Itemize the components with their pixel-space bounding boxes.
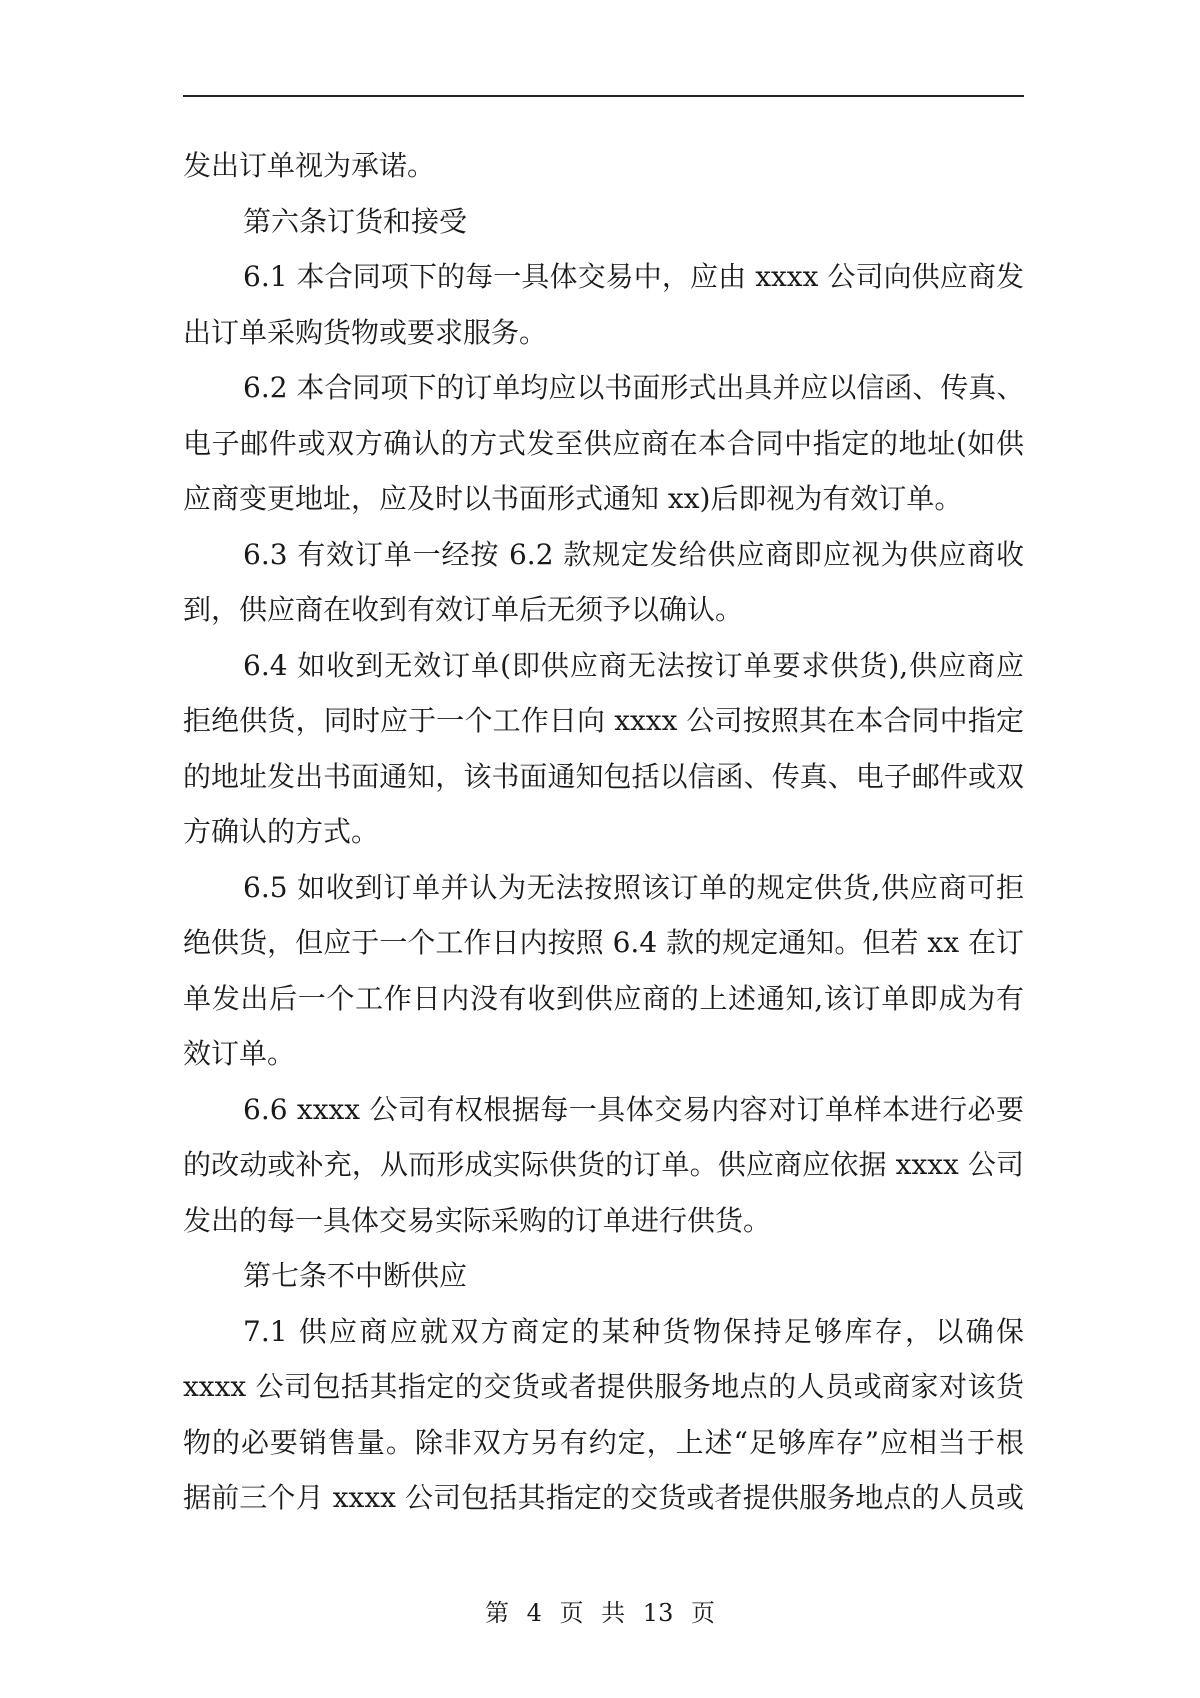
text-line: 应商变更地址，应及时以书面形式通知 xx)后即视为有效订单。: [183, 482, 963, 515]
text-line: 6.2 本合同项下的订单均应以书面形式出具并应以信函、传真、: [243, 371, 1025, 404]
text-line: 6.6 xxxx 公司有权根据每一具体交易内容对订单样本进行必要: [243, 1092, 1024, 1126]
page-footer: 第 4 页 共 13 页: [485, 1599, 715, 1627]
text-line: xxxx 公司包括其指定的交货或者提供服务地点的人员或商家对该货: [183, 1370, 1024, 1403]
text-line: 到，供应商在收到有效订单后无须予以确认。: [183, 593, 744, 626]
text-line: 拒绝供货，同时应于一个工作日向 xxxx 公司按照其在本合同中指定: [183, 704, 1024, 737]
text-line: 单发出后一个工作日内没有收到供应商的上述通知,该订单即成为有: [183, 981, 1024, 1015]
section-heading: 第七条不中断供应: [243, 1259, 468, 1292]
text-line: 效订单。: [183, 1037, 296, 1070]
text-line: 据前三个月 xxxx 公司包括其指定的交货或者提供服务地点的人员或: [183, 1481, 1024, 1514]
text-line: 7.1 供应商应就双方商定的某种货物保持足够库存，以确保: [243, 1314, 1024, 1348]
text-line: 发出的每一具体交易实际采购的订单进行供货。: [183, 1203, 772, 1237]
section-heading: 第六条订货和接受: [243, 204, 468, 238]
document-body: [183, 138, 1024, 1526]
text-line: 6.1 本合同项下的每一具体交易中，应由 xxxx 公司向供应商发: [243, 260, 1024, 293]
text-line: 发出订单视为承诺。: [183, 149, 436, 182]
header-rule: [183, 95, 1024, 97]
text-line: 的地址发出书面通知，该书面通知包括以信函、传真、电子邮件或双: [183, 759, 1024, 793]
text-line: 6.4 如收到无效订单(即供应商无法按订单要求供货),供应商应: [243, 648, 1024, 682]
text-line: 绝供货，但应于一个工作日内按照 6.4 款的规定通知。但若 xx 在订: [183, 926, 1024, 959]
text-line: 出订单采购货物或要求服务。: [183, 315, 548, 349]
text-line: 6.3 有效订单一经按 6.2 款规定发给供应商即应视为供应商收: [243, 537, 1024, 571]
text-line: 的改动或补充，从而形成实际供货的订单。供应商应依据 xxxx 公司: [183, 1148, 1024, 1181]
text-line: 6.5 如收到订单并认为无法按照该订单的规定供货,供应商可拒: [243, 870, 1024, 904]
text-line: 方确认的方式。: [183, 815, 380, 848]
text-line: 电子邮件或双方确认的方式发至供应商在本合同中指定的地址(如供: [183, 426, 1024, 460]
text-line: 物的必要销售量。除非双方另有约定，上述“足够库存”应相当于根: [183, 1425, 1024, 1459]
